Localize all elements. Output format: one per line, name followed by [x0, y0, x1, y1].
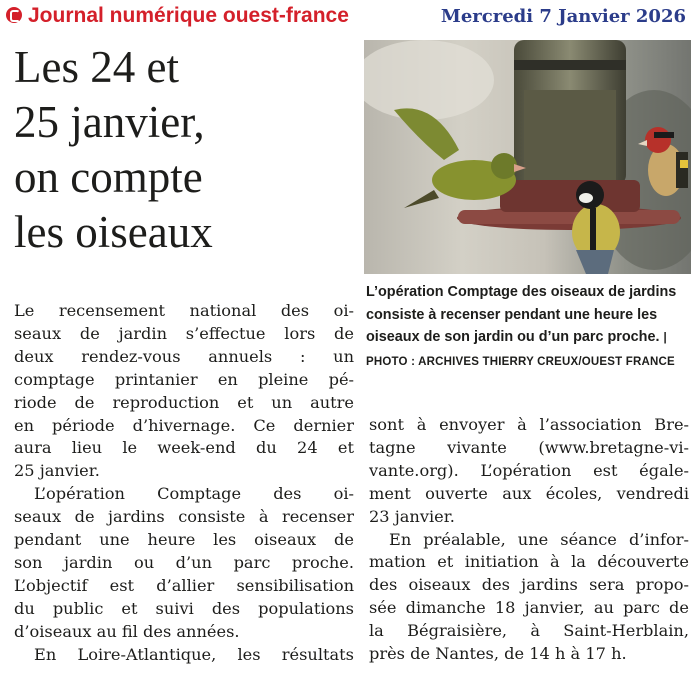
masthead-title: Journal numérique ouest-france — [28, 4, 349, 27]
issue-date: Mercredi 7 Janvier 2026 — [440, 6, 686, 27]
article-column-1 — [14, 300, 354, 667]
text-line: comptage printanier en pleine pé- — [14, 369, 354, 389]
text-line: L’opération Comptage des oi- — [34, 484, 354, 504]
headline-line: on compte — [14, 152, 203, 202]
headline-line: Les 24 et — [14, 42, 179, 92]
text-line: ment ouverte aux écoles, vendredi — [369, 483, 689, 503]
text-line: 25 janvier. — [14, 461, 100, 481]
text-line: sée dimanche 18 janvier, au parc de — [369, 598, 689, 618]
text-line: mation et initiation à la découverte — [369, 552, 689, 572]
article-paragraph — [369, 529, 689, 666]
text-line: en période d’hivernage. Ce dernier — [14, 415, 354, 435]
text-line: En Loire-Atlantique, les résultats — [34, 644, 354, 664]
text-line: deux rendez-vous annuels : un — [14, 346, 354, 366]
text-line: En préalable, une séance d’infor- — [389, 529, 689, 549]
text-line: riode de reproduction et un autre — [14, 392, 354, 412]
text-line: seaux de jardins consiste à recenser — [14, 507, 354, 527]
article-column-2 — [369, 414, 689, 666]
ouest-france-logo-icon — [6, 7, 22, 23]
caption-text: L’opération Comptage des oiseaux de jardins consiste à recenser pendant une heure les oiseaux de son jardin ou d’un parc proche. — [366, 284, 677, 345]
text-line: tagne vivante (www.bretagne-vi- — [369, 437, 689, 457]
text-line: son jardin ou d’un parc proche. — [14, 552, 354, 572]
text-line: vante.org). L’opération est égale- — [369, 460, 689, 480]
text-line: la Bégraisière, à Saint-Herblain, — [369, 621, 689, 641]
text-line: du public et suivi des populations — [14, 598, 354, 618]
text-line: sont à envoyer à l’association Bre- — [369, 415, 689, 434]
text-line: Le recensement national des oi- — [14, 301, 354, 320]
headline-line: les oiseaux — [14, 207, 213, 257]
text-line: pendant une heure les oiseaux de — [14, 530, 354, 550]
text-line: 23 janvier. — [369, 506, 455, 526]
text-line: seaux de jardin s’effectue lors de — [14, 323, 354, 343]
headline-line: 25 janvier, — [14, 97, 205, 147]
text-line: des oiseaux des jardins sera propo- — [369, 575, 689, 595]
photo-caption — [366, 281, 686, 373]
text-line: aura lieu le week-end du 24 et — [14, 438, 354, 458]
bird-feeder-photo — [364, 40, 691, 274]
photo-credit: | PHOTO : ARCHIVES THIERRY CREUX/OUEST FRANCE — [366, 332, 675, 368]
headline — [14, 40, 354, 260]
article-paragraph — [14, 483, 354, 643]
text-line: L’objectif est d’allier sensibilisation — [14, 575, 354, 595]
article-paragraph — [14, 300, 354, 483]
bird-feeder-illustration — [364, 40, 691, 274]
article-paragraph — [14, 644, 354, 667]
text-line: près de Nantes, de 14 h à 17 h. — [369, 644, 627, 664]
text-line: d’oiseaux au fil des années. — [14, 621, 240, 641]
article-paragraph — [369, 414, 689, 529]
